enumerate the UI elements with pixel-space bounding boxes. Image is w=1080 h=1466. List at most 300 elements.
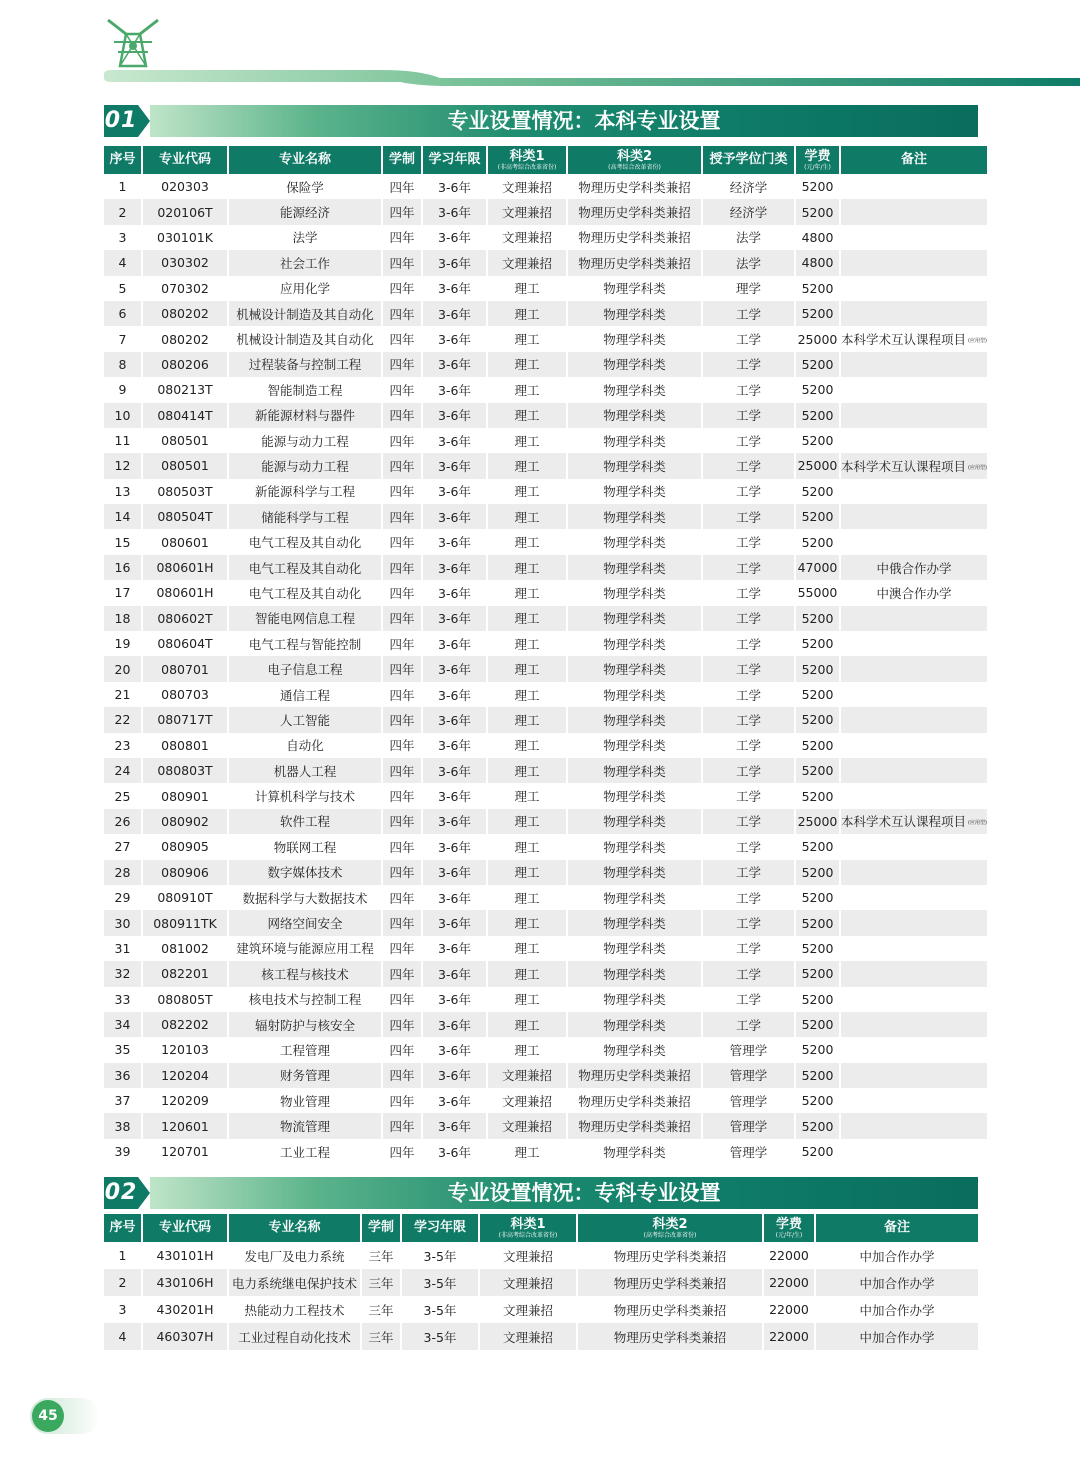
cell-seq: 16 bbox=[104, 555, 143, 580]
cell-seq: 3 bbox=[104, 225, 143, 250]
table-row bbox=[104, 326, 987, 351]
cell-cat2: 物理学科类 bbox=[568, 733, 703, 758]
col-header-fee: 学费 (元/年/生) bbox=[796, 146, 841, 174]
cell-code: 082202 bbox=[143, 1012, 229, 1037]
cell-cat2: 物理学科类 bbox=[568, 377, 703, 402]
cell-code: 080717T bbox=[143, 707, 229, 732]
cell-remark bbox=[841, 936, 987, 961]
cell-seq: 39 bbox=[104, 1139, 143, 1164]
cell-seq: 26 bbox=[104, 809, 143, 834]
cell-code: 080604T bbox=[143, 631, 229, 656]
cell-code: 080701 bbox=[143, 656, 229, 681]
cell-code: 030101K bbox=[143, 225, 229, 250]
cell-cat2: 物理学科类 bbox=[568, 758, 703, 783]
cell-years: 3-6年 bbox=[423, 961, 488, 986]
table-row bbox=[104, 936, 987, 961]
cell-cat2: 物理历史学科类兼招 bbox=[568, 1063, 703, 1088]
cell-system: 四年 bbox=[383, 1012, 423, 1037]
cell-name: 电力系统继电保护技术 bbox=[229, 1269, 362, 1296]
cell-degree: 工学 bbox=[703, 682, 796, 707]
cell-system: 四年 bbox=[383, 276, 423, 301]
cell-cat2: 物理学科类 bbox=[568, 860, 703, 885]
cell-degree: 工学 bbox=[703, 326, 796, 351]
cell-fee: 5200 bbox=[796, 834, 841, 859]
cell-fee: 5200 bbox=[796, 606, 841, 631]
cell-code: 020106T bbox=[143, 199, 229, 224]
cell-name: 法学 bbox=[229, 225, 383, 250]
cell-fee: 5200 bbox=[796, 479, 841, 504]
cell-years: 3-6年 bbox=[423, 707, 488, 732]
cell-system: 四年 bbox=[383, 783, 423, 808]
cell-code: 080803T bbox=[143, 758, 229, 783]
cell-remark bbox=[841, 783, 987, 808]
cell-years: 3-6年 bbox=[423, 1139, 488, 1164]
col-header-cat2: 科类2 (高考综合改革省份) bbox=[568, 146, 703, 174]
cell-seq: 2 bbox=[104, 1269, 143, 1296]
cell-years: 3-6年 bbox=[423, 656, 488, 681]
cell-degree: 工学 bbox=[703, 479, 796, 504]
cell-seq: 17 bbox=[104, 580, 143, 605]
cell-seq: 32 bbox=[104, 961, 143, 986]
cell-cat1: 理工 bbox=[488, 707, 568, 732]
cell-code: 030302 bbox=[143, 250, 229, 275]
cell-remark bbox=[816, 1323, 978, 1350]
cell-degree: 工学 bbox=[703, 504, 796, 529]
cell-years: 3-6年 bbox=[423, 631, 488, 656]
table-row bbox=[104, 656, 987, 681]
cell-seq: 13 bbox=[104, 479, 143, 504]
cell-fee: 5200 bbox=[796, 301, 841, 326]
cell-years: 3-6年 bbox=[423, 1037, 488, 1062]
cell-fee: 22000 bbox=[764, 1242, 816, 1269]
cell-remark bbox=[841, 428, 987, 453]
cell-cat1: 理工 bbox=[488, 1037, 568, 1062]
cell-code: 080906 bbox=[143, 860, 229, 885]
cell-name: 电子信息工程 bbox=[229, 656, 383, 681]
cell-name: 能源与动力工程 bbox=[229, 453, 383, 478]
cell-fee: 5200 bbox=[796, 174, 841, 199]
cell-cat2: 物理学科类 bbox=[568, 783, 703, 808]
cell-seq: 37 bbox=[104, 1088, 143, 1113]
cell-cat2: 物理学科类 bbox=[568, 1037, 703, 1062]
cell-code: 120701 bbox=[143, 1139, 229, 1164]
cell-degree: 工学 bbox=[703, 783, 796, 808]
table-row bbox=[104, 1012, 987, 1037]
cell-cat2: 物理学科类 bbox=[568, 555, 703, 580]
cell-remark bbox=[841, 910, 987, 935]
cell-degree: 工学 bbox=[703, 529, 796, 554]
cell-remark bbox=[841, 225, 987, 250]
cell-name: 数据科学与大数据技术 bbox=[229, 885, 383, 910]
table-row bbox=[104, 1037, 987, 1062]
cell-remark bbox=[841, 834, 987, 859]
cell-code: 080805T bbox=[143, 987, 229, 1012]
cell-fee: 5200 bbox=[796, 199, 841, 224]
col-header-remark: 备注 bbox=[816, 1214, 978, 1242]
table-row bbox=[104, 1113, 987, 1138]
cell-remark bbox=[841, 733, 987, 758]
cell-name: 物联网工程 bbox=[229, 834, 383, 859]
col-header-degree: 授予学位门类 bbox=[703, 146, 796, 174]
cell-seq: 14 bbox=[104, 504, 143, 529]
cell-degree: 工学 bbox=[703, 428, 796, 453]
cell-remark bbox=[841, 479, 987, 504]
cell-code: 080801 bbox=[143, 733, 229, 758]
col-header-name: 专业名称 bbox=[229, 146, 383, 174]
cell-degree: 工学 bbox=[703, 580, 796, 605]
cell-seq: 8 bbox=[104, 352, 143, 377]
cell-degree: 工学 bbox=[703, 707, 796, 732]
cell-cat2: 物理学科类 bbox=[568, 606, 703, 631]
cell-remark bbox=[841, 453, 987, 478]
cell-seq: 19 bbox=[104, 631, 143, 656]
remark-small-note: (应用型) bbox=[968, 464, 987, 471]
cell-remark bbox=[841, 987, 987, 1012]
cell-system: 四年 bbox=[383, 1088, 423, 1113]
table-row bbox=[104, 377, 987, 402]
col-header-cat1: 科类1 (非高考综合改革省份) bbox=[480, 1214, 578, 1242]
remark-small-note: (应用型) bbox=[968, 820, 987, 827]
cell-years: 3-6年 bbox=[423, 580, 488, 605]
cell-years: 3-6年 bbox=[423, 783, 488, 808]
cell-remark bbox=[841, 276, 987, 301]
cell-remark bbox=[841, 1113, 987, 1138]
table-row bbox=[104, 428, 987, 453]
cell-system: 四年 bbox=[383, 987, 423, 1012]
cell-name: 新能源科学与工程 bbox=[229, 479, 383, 504]
cell-seq: 4 bbox=[104, 250, 143, 275]
cell-remark bbox=[816, 1242, 978, 1269]
cell-name: 应用化学 bbox=[229, 276, 383, 301]
power-tower-logo-icon bbox=[104, 16, 162, 68]
cell-fee: 5200 bbox=[796, 352, 841, 377]
cell-years: 3-6年 bbox=[423, 479, 488, 504]
cell-years: 3-6年 bbox=[423, 174, 488, 199]
table-row bbox=[104, 783, 987, 808]
remark-text: 中加合作办学 bbox=[859, 1329, 935, 1345]
cell-years: 3-5年 bbox=[402, 1242, 480, 1269]
cell-code: 430101H bbox=[143, 1242, 229, 1269]
cell-years: 3-5年 bbox=[402, 1323, 480, 1350]
cell-degree: 工学 bbox=[703, 403, 796, 428]
table-row bbox=[104, 1139, 987, 1164]
cell-years: 3-6年 bbox=[423, 276, 488, 301]
cell-seq: 4 bbox=[104, 1323, 143, 1350]
cell-years: 3-6年 bbox=[423, 1088, 488, 1113]
cell-fee: 5200 bbox=[796, 783, 841, 808]
cell-years: 3-6年 bbox=[423, 403, 488, 428]
cell-fee: 5200 bbox=[796, 733, 841, 758]
cell-name: 过程装备与控制工程 bbox=[229, 352, 383, 377]
table-row bbox=[104, 606, 987, 631]
cell-cat1: 文理兼招 bbox=[480, 1296, 578, 1323]
section-number: 01 bbox=[104, 108, 138, 133]
cell-system: 四年 bbox=[383, 733, 423, 758]
section-header-undergrad bbox=[104, 105, 978, 137]
cell-years: 3-6年 bbox=[423, 1113, 488, 1138]
cell-code: 080910T bbox=[143, 885, 229, 910]
cell-cat2: 物理学科类 bbox=[568, 656, 703, 681]
cell-fee: 5200 bbox=[796, 1037, 841, 1062]
cell-seq: 33 bbox=[104, 987, 143, 1012]
cell-code: 120209 bbox=[143, 1088, 229, 1113]
cell-cat2: 物理学科类 bbox=[568, 707, 703, 732]
cell-years: 3-6年 bbox=[423, 834, 488, 859]
cell-system: 四年 bbox=[383, 580, 423, 605]
col-header-system: 学制 bbox=[362, 1214, 402, 1242]
cell-fee: 5200 bbox=[796, 936, 841, 961]
cell-fee: 5200 bbox=[796, 1088, 841, 1113]
cell-cat2: 物理历史学科类兼招 bbox=[578, 1296, 764, 1323]
table-row bbox=[104, 555, 987, 580]
cell-remark bbox=[841, 301, 987, 326]
cell-fee: 5200 bbox=[796, 504, 841, 529]
cell-code: 081002 bbox=[143, 936, 229, 961]
cell-years: 3-6年 bbox=[423, 1063, 488, 1088]
cell-remark bbox=[841, 504, 987, 529]
cell-cat1: 理工 bbox=[488, 606, 568, 631]
cell-cat2: 物理学科类 bbox=[568, 987, 703, 1012]
cell-remark bbox=[841, 250, 987, 275]
cell-cat2: 物理学科类 bbox=[568, 479, 703, 504]
table-row bbox=[104, 1269, 978, 1296]
cell-cat2: 物理学科类 bbox=[568, 580, 703, 605]
cell-name: 软件工程 bbox=[229, 809, 383, 834]
cell-cat1: 文理兼招 bbox=[488, 1088, 568, 1113]
cell-system: 四年 bbox=[383, 809, 423, 834]
cell-cat2: 物理学科类 bbox=[568, 504, 703, 529]
cell-degree: 工学 bbox=[703, 377, 796, 402]
cell-remark bbox=[841, 656, 987, 681]
cell-cat1: 理工 bbox=[488, 860, 568, 885]
cell-cat2: 物理学科类 bbox=[568, 961, 703, 986]
cell-name: 建筑环境与能源应用工程 bbox=[229, 936, 383, 961]
cell-name: 物业管理 bbox=[229, 1088, 383, 1113]
col-header-years: 学习年限 bbox=[402, 1214, 480, 1242]
cell-remark bbox=[841, 1063, 987, 1088]
section-title-bar bbox=[150, 1177, 978, 1209]
col-header-code: 专业代码 bbox=[143, 146, 229, 174]
cell-cat1: 理工 bbox=[488, 479, 568, 504]
cell-cat2: 物理历史学科类兼招 bbox=[578, 1242, 764, 1269]
cell-fee: 4800 bbox=[796, 250, 841, 275]
cell-system: 四年 bbox=[383, 961, 423, 986]
cell-cat1: 理工 bbox=[488, 352, 568, 377]
cell-remark bbox=[841, 403, 987, 428]
cell-cat2: 物理学科类 bbox=[568, 910, 703, 935]
cell-years: 3-6年 bbox=[423, 682, 488, 707]
table-row bbox=[104, 758, 987, 783]
cell-fee: 5200 bbox=[796, 276, 841, 301]
cell-fee: 5200 bbox=[796, 656, 841, 681]
cell-years: 3-6年 bbox=[423, 987, 488, 1012]
cell-cat2: 物理学科类 bbox=[568, 834, 703, 859]
cell-fee: 5200 bbox=[796, 707, 841, 732]
cell-system: 三年 bbox=[362, 1242, 402, 1269]
cell-seq: 11 bbox=[104, 428, 143, 453]
cell-cat1: 理工 bbox=[488, 1012, 568, 1037]
cell-years: 3-6年 bbox=[423, 606, 488, 631]
cell-code: 080504T bbox=[143, 504, 229, 529]
cell-system: 三年 bbox=[362, 1269, 402, 1296]
cell-fee: 22000 bbox=[764, 1269, 816, 1296]
cell-fee: 22000 bbox=[764, 1296, 816, 1323]
table-row bbox=[104, 352, 987, 377]
cell-degree: 工学 bbox=[703, 555, 796, 580]
section-number: 02 bbox=[104, 1180, 138, 1205]
cell-code: 430106H bbox=[143, 1269, 229, 1296]
cell-name: 财务管理 bbox=[229, 1063, 383, 1088]
cell-name: 智能电网信息工程 bbox=[229, 606, 383, 631]
cell-name: 工业过程自动化技术 bbox=[229, 1323, 362, 1350]
cell-name: 物流管理 bbox=[229, 1113, 383, 1138]
cell-years: 3-6年 bbox=[423, 733, 488, 758]
cell-degree: 经济学 bbox=[703, 174, 796, 199]
section-number-badge bbox=[104, 105, 148, 137]
cell-code: 020303 bbox=[143, 174, 229, 199]
cell-remark bbox=[841, 1012, 987, 1037]
col-header-name: 专业名称 bbox=[229, 1214, 362, 1242]
page-number: 45 bbox=[32, 1400, 64, 1432]
table-row bbox=[104, 403, 987, 428]
col-header-seq: 序号 bbox=[104, 146, 143, 174]
cell-years: 3-6年 bbox=[423, 504, 488, 529]
cell-degree: 法学 bbox=[703, 250, 796, 275]
remark-text: 本科学术互认课程项目 bbox=[841, 814, 967, 830]
cell-cat2: 物理学科类 bbox=[568, 276, 703, 301]
cell-name: 核工程与核技术 bbox=[229, 961, 383, 986]
cell-cat1: 理工 bbox=[488, 987, 568, 1012]
cell-cat1: 理工 bbox=[488, 631, 568, 656]
cell-degree: 管理学 bbox=[703, 1088, 796, 1113]
cell-seq: 7 bbox=[104, 326, 143, 351]
remark-text: 中加合作办学 bbox=[859, 1275, 935, 1291]
cell-seq: 34 bbox=[104, 1012, 143, 1037]
section-title: 专业设置情况：专科专业设置 bbox=[447, 1181, 721, 1205]
cell-name: 新能源材料与器件 bbox=[229, 403, 383, 428]
cell-degree: 理学 bbox=[703, 276, 796, 301]
cell-seq: 22 bbox=[104, 707, 143, 732]
cell-system: 四年 bbox=[383, 377, 423, 402]
cell-system: 四年 bbox=[383, 1113, 423, 1138]
section-header-college bbox=[104, 1177, 978, 1209]
cell-fee: 5200 bbox=[796, 987, 841, 1012]
cell-degree: 管理学 bbox=[703, 1139, 796, 1164]
cell-name: 计算机科学与技术 bbox=[229, 783, 383, 808]
cell-name: 机械设计制造及其自动化 bbox=[229, 326, 383, 351]
table-row bbox=[104, 682, 987, 707]
cell-system: 四年 bbox=[383, 1139, 423, 1164]
cell-years: 3-6年 bbox=[423, 555, 488, 580]
cell-cat1: 理工 bbox=[488, 301, 568, 326]
cell-cat1: 理工 bbox=[488, 809, 568, 834]
table-row bbox=[104, 631, 987, 656]
cell-seq: 9 bbox=[104, 377, 143, 402]
cell-system: 四年 bbox=[383, 910, 423, 935]
cell-code: 120204 bbox=[143, 1063, 229, 1088]
cell-name: 社会工作 bbox=[229, 250, 383, 275]
cell-code: 080501 bbox=[143, 453, 229, 478]
cell-seq: 10 bbox=[104, 403, 143, 428]
cell-name: 电气工程及其自动化 bbox=[229, 529, 383, 554]
cell-cat1: 文理兼招 bbox=[488, 1113, 568, 1138]
table-row bbox=[104, 809, 987, 834]
cell-remark bbox=[841, 199, 987, 224]
cell-name: 人工智能 bbox=[229, 707, 383, 732]
cell-system: 四年 bbox=[383, 682, 423, 707]
cell-fee: 5200 bbox=[796, 1063, 841, 1088]
table-row bbox=[104, 529, 987, 554]
college-major-table bbox=[104, 1214, 978, 1350]
cell-remark bbox=[841, 377, 987, 402]
cell-remark bbox=[841, 707, 987, 732]
cell-fee: 25000 bbox=[796, 453, 841, 478]
remark-text: 本科学术互认课程项目 bbox=[841, 332, 967, 348]
cell-remark bbox=[841, 1037, 987, 1062]
cell-cat1: 理工 bbox=[488, 377, 568, 402]
cell-years: 3-6年 bbox=[423, 910, 488, 935]
remark-small-note: (应用型) bbox=[968, 338, 987, 345]
cell-cat2: 物理学科类 bbox=[568, 885, 703, 910]
cell-code: 120601 bbox=[143, 1113, 229, 1138]
cell-fee: 5200 bbox=[796, 758, 841, 783]
cell-seq: 35 bbox=[104, 1037, 143, 1062]
col-header-seq: 序号 bbox=[104, 1214, 143, 1242]
cell-degree: 工学 bbox=[703, 758, 796, 783]
cell-degree: 管理学 bbox=[703, 1113, 796, 1138]
cell-fee: 5200 bbox=[796, 1012, 841, 1037]
cell-seq: 15 bbox=[104, 529, 143, 554]
table-row bbox=[104, 860, 987, 885]
table-row bbox=[104, 885, 987, 910]
cell-years: 3-6年 bbox=[423, 529, 488, 554]
cell-remark bbox=[841, 809, 987, 834]
cell-years: 3-6年 bbox=[423, 758, 488, 783]
cell-name: 自动化 bbox=[229, 733, 383, 758]
cell-code: 080414T bbox=[143, 403, 229, 428]
cell-cat1: 文理兼招 bbox=[488, 250, 568, 275]
cell-code: 070302 bbox=[143, 276, 229, 301]
cell-name: 电气工程与智能控制 bbox=[229, 631, 383, 656]
cell-system: 四年 bbox=[383, 885, 423, 910]
cell-years: 3-6年 bbox=[423, 428, 488, 453]
cell-fee: 55000 bbox=[796, 580, 841, 605]
cell-degree: 工学 bbox=[703, 910, 796, 935]
cell-name: 保险学 bbox=[229, 174, 383, 199]
cell-system: 三年 bbox=[362, 1323, 402, 1350]
cell-seq: 36 bbox=[104, 1063, 143, 1088]
cell-cat2: 物理学科类 bbox=[568, 936, 703, 961]
cell-cat1: 文理兼招 bbox=[488, 199, 568, 224]
cell-degree: 管理学 bbox=[703, 1037, 796, 1062]
cell-cat1: 理工 bbox=[488, 885, 568, 910]
cell-remark bbox=[841, 885, 987, 910]
table-row bbox=[104, 504, 987, 529]
cell-system: 四年 bbox=[383, 860, 423, 885]
cell-code: 080601H bbox=[143, 555, 229, 580]
cell-cat1: 理工 bbox=[488, 656, 568, 681]
cell-system: 四年 bbox=[383, 352, 423, 377]
cell-cat1: 理工 bbox=[488, 834, 568, 859]
cell-remark bbox=[841, 860, 987, 885]
cell-cat1: 理工 bbox=[488, 1139, 568, 1164]
cell-seq: 12 bbox=[104, 453, 143, 478]
cell-degree: 工学 bbox=[703, 453, 796, 478]
cell-fee: 5200 bbox=[796, 961, 841, 986]
cell-cat2: 物理历史学科类兼招 bbox=[568, 225, 703, 250]
cell-system: 四年 bbox=[383, 529, 423, 554]
cell-code: 080202 bbox=[143, 301, 229, 326]
